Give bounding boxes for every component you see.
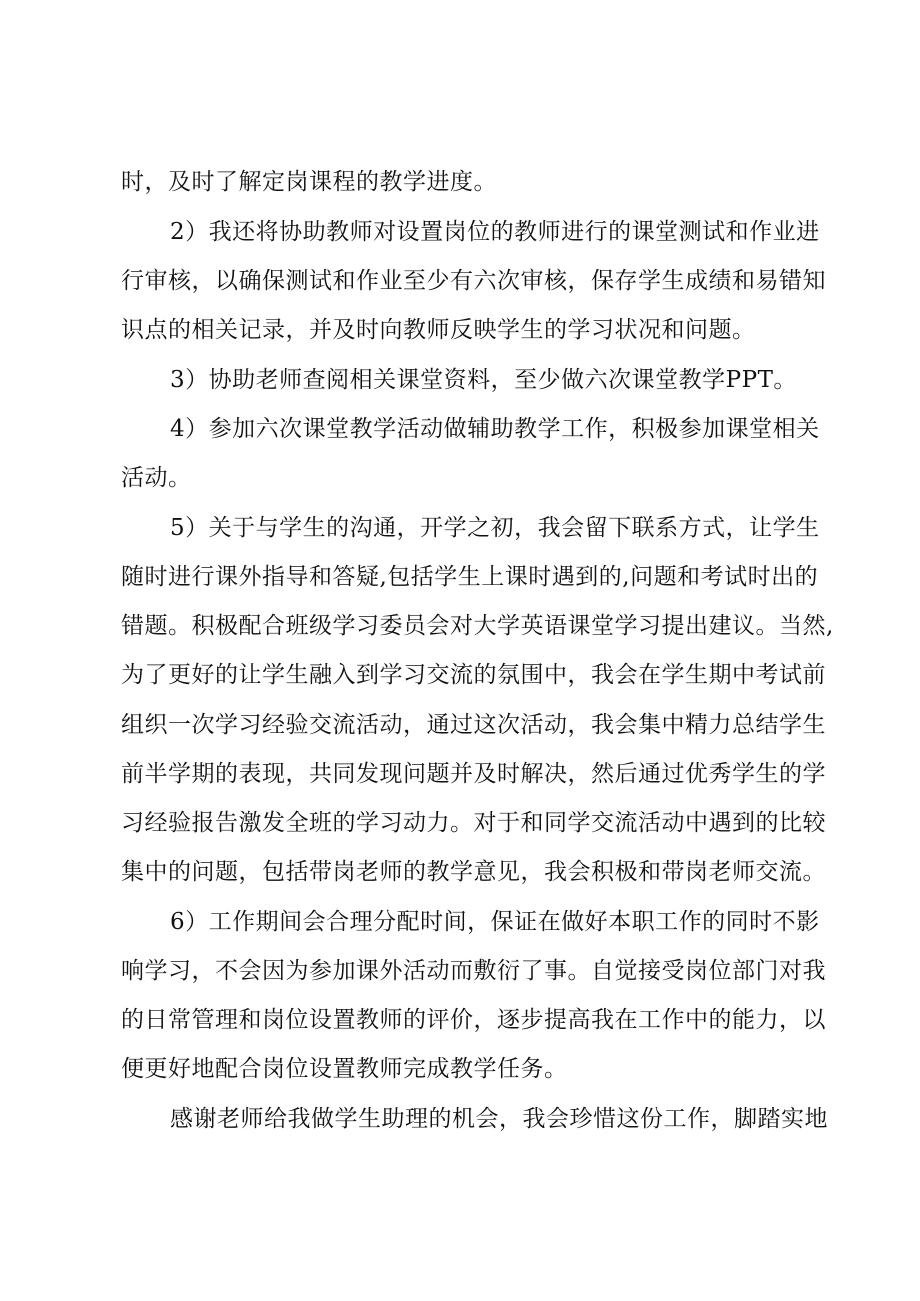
text-line: 5）关于与学生的沟通，开学之初，我会留下联系方式，让学生: [170, 515, 820, 541]
text-line: 习经验报告激发全班的学习动力。对于和同学交流活动中遇到的比较: [121, 810, 826, 836]
text-line: 4）参加六次课堂教学活动做辅助教学工作，积极参加课堂相关: [170, 416, 820, 442]
text-line: 响学习，不会因为参加课外活动而敷衍了事。自觉接受岗位部门对我: [121, 958, 826, 984]
text-line: 随时进行课外指导和答疑,包括学生上课时遇到的,问题和考试时出的: [121, 564, 819, 590]
text-line: 集中的问题，包括带岗老师的教学意见，我会积极和带岗老师交流。: [121, 859, 826, 885]
text-line: 6）工作期间会合理分配时间，保证在做好本职工作的同时不影: [170, 909, 820, 935]
text-line: 3）协助老师查阅相关课堂资料，至少做六次课堂教学PPT。: [170, 367, 797, 393]
text-line: 便更好地配合岗位设置教师完成教学任务。: [121, 1056, 568, 1082]
text-line: 组织一次学习经验交流活动，通过这次活动，我会集中精力总结学生: [121, 712, 826, 738]
text-line: 活动。: [121, 465, 192, 491]
text-line: 错题。积极配合班级学习委员会对大学英语课堂学习提出建议。当然,: [121, 613, 834, 639]
text-line: 为了更好的让学生融入到学习交流的氛围中，我会在学生期中考试前: [121, 662, 826, 688]
text-line: 时，及时了解定岗课程的教学进度。: [121, 169, 497, 195]
text-line: 2）我还将协助教师对设置岗位的教师进行的课堂测试和作业进: [170, 219, 820, 245]
text-line: 前半学期的表现，共同发现问题并及时解决，然后通过优秀学生的学: [121, 761, 826, 787]
text-line: 的日常管理和岗位设置教师的评价，逐步提高我在工作中的能力，以: [121, 1007, 826, 1033]
text-line: 识点的相关记录，并及时向教师反映学生的学习状况和问题。: [121, 317, 756, 343]
text-line: 感谢老师给我做学生助理的机会，我会珍惜这份工作，脚踏实地: [170, 1106, 828, 1132]
text-line: 行审核，以确保测试和作业至少有六次审核，保存学生成绩和易错知: [121, 268, 826, 294]
